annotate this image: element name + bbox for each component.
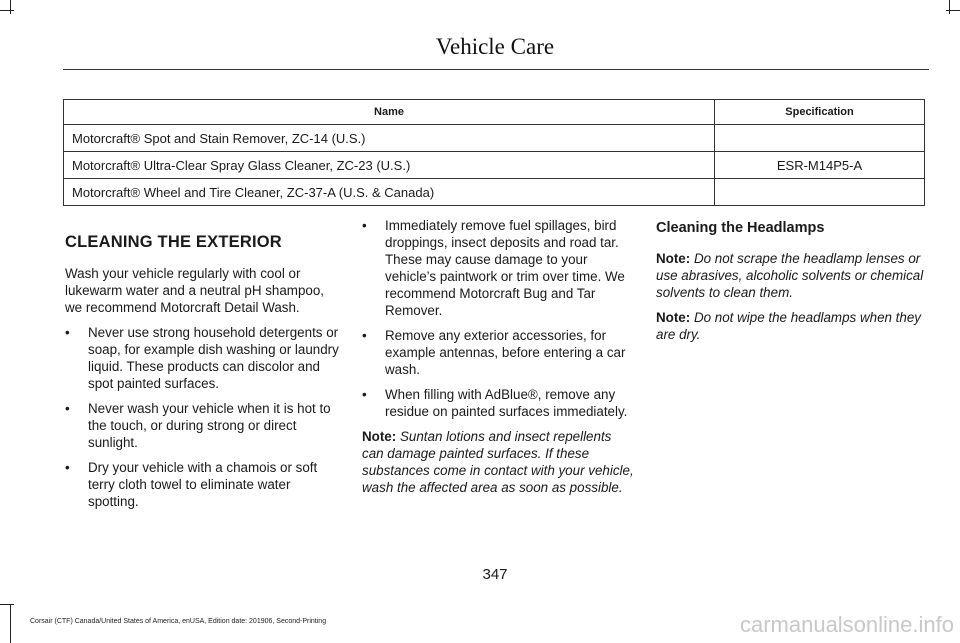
cleaning-products-table	[63, 99, 925, 206]
list-item-text: Dry your vehicle with a chamois or soft terry cloth towel to eliminate water spotting.	[88, 460, 318, 509]
list-item	[65, 400, 340, 451]
list-item-text: Immediately remove fuel spillages, bird droppings, insect deposits and road tar. These may cause damage to your vehicle’s paintwork or trim over time. We recommend Motorcraft Bug and Tar Remover.	[385, 218, 625, 318]
note-label: Note:	[362, 429, 397, 444]
product-name-cell: Motorcraft® Wheel and Tire Cleaner, ZC-37-A (U.S. & Canada)	[64, 179, 715, 206]
specification-cell: ESR-M14P5-A	[715, 152, 925, 179]
list-item	[362, 327, 634, 378]
product-name-cell: Motorcraft® Ultra-Clear Spray Glass Cleaner, ZC-23 (U.S.)	[64, 152, 715, 179]
page-number: 347	[482, 566, 508, 583]
exterior-note	[362, 428, 634, 496]
bullet-icon: •	[362, 328, 367, 343]
exterior-intro-paragraph: Wash your vehicle regularly with cool or lukewarm water and a neutral pH shampoo, we recommend Motorcraft Detail Wash.	[65, 266, 325, 315]
list-item	[65, 324, 340, 392]
column-left	[65, 220, 340, 518]
list-item-text: Remove any exterior accessories, for example antennas, before entering a car wash.	[385, 328, 626, 377]
column-header-specification: Specification	[715, 100, 925, 125]
table-header-row	[64, 100, 925, 125]
crop-mark-bottom-left-h	[0, 604, 14, 605]
headlamp-note	[656, 309, 928, 343]
list-item	[362, 217, 634, 319]
watermark: carmanualsonline.info	[739, 612, 954, 637]
bullet-icon: •	[65, 460, 70, 475]
bullet-icon: •	[362, 387, 367, 402]
table-row	[64, 125, 925, 152]
crop-mark-top-left-h	[0, 10, 14, 11]
crop-mark-bottom-left-v	[10, 605, 11, 643]
header-divider	[63, 69, 929, 70]
exterior-bullet-list	[65, 324, 340, 510]
bullet-icon: •	[65, 325, 70, 340]
list-item-text: When filling with AdBlue®, remove any residue on painted surfaces immediately.	[385, 387, 628, 419]
edition-footer: Corsair (CTF) Canada/United States of America, enUSA, Edition date: 201906, Second-Printing	[30, 618, 327, 625]
page-title: Vehicle Care	[435, 34, 555, 59]
crop-mark-top-left-v	[10, 0, 11, 14]
crop-mark-top-right-h	[946, 10, 960, 11]
list-item	[65, 459, 340, 510]
table-row	[64, 152, 925, 179]
crop-mark-top-right-v	[949, 0, 950, 14]
note-text: Suntan lotions and insect repellents can damage painted surfaces. If these substances come in contact with your vehicle, wash the affected area as soon as possible.	[362, 429, 634, 495]
list-item-text: Never use strong household detergents or soap, for example dish washing or laundry liquid. These products can discolor and spot painted surfaces.	[88, 325, 339, 391]
table-row	[64, 179, 925, 206]
specification-cell	[715, 179, 925, 206]
bullet-icon: •	[362, 218, 367, 233]
headlamp-note	[656, 250, 928, 301]
section-heading-cleaning-exterior: CLEANING THE EXTERIOR	[65, 233, 282, 251]
note-label: Note:	[656, 251, 691, 266]
product-name-cell: Motorcraft® Spot and Stain Remover, ZC-14 (U.S.)	[64, 125, 715, 152]
specification-cell	[715, 125, 925, 152]
column-middle	[362, 217, 634, 504]
list-item-text: Never wash your vehicle when it is hot to the touch, or during strong or direct sunlight.	[88, 401, 331, 450]
note-label: Note:	[656, 310, 691, 325]
note-text: Do not wipe the headlamps when they are dry.	[656, 310, 921, 342]
bullet-icon: •	[65, 401, 70, 416]
note-text: Do not scrape the headlamp lenses or use abrasives, alcoholic solvents or chemical solvents to clean them.	[656, 251, 924, 300]
section-heading-cleaning-headlamps: Cleaning the Headlamps	[656, 220, 825, 236]
column-header-name: Name	[64, 100, 715, 125]
exterior-bullet-list-continued	[362, 217, 634, 420]
list-item	[362, 386, 634, 420]
column-right	[656, 220, 928, 351]
